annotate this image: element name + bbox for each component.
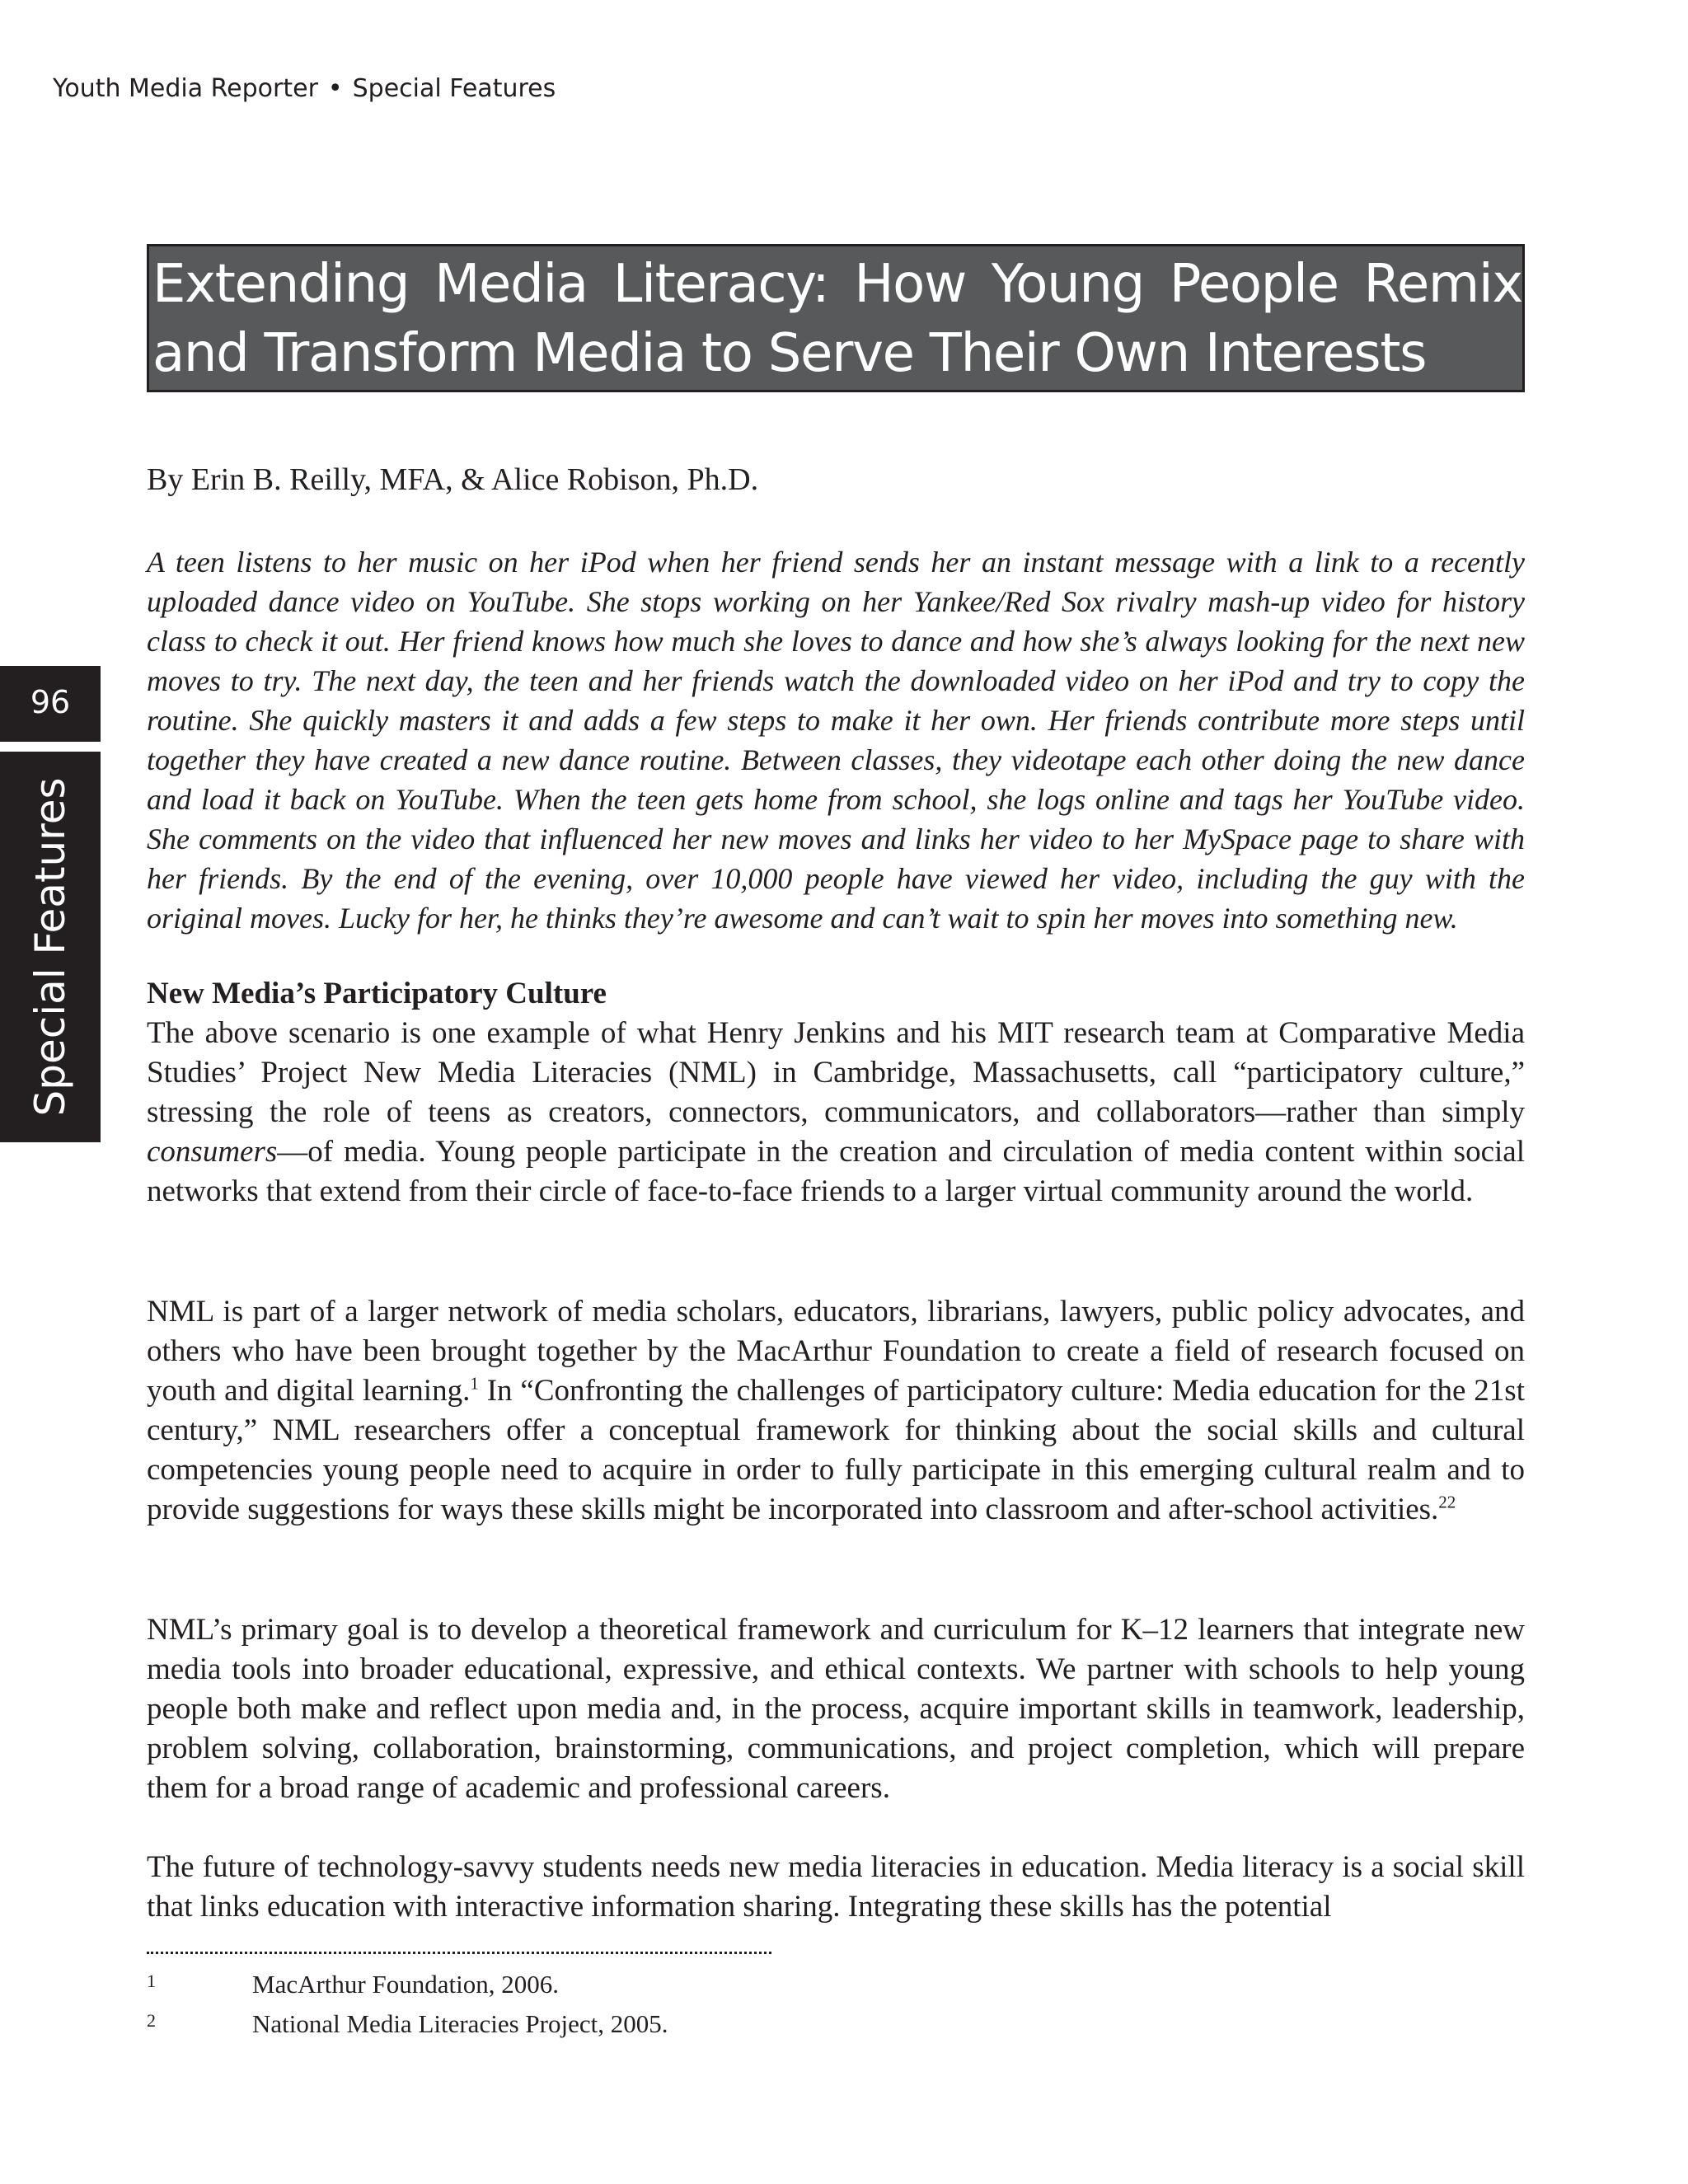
footnote	[147, 2008, 971, 2041]
footnote-number: 2	[147, 2010, 156, 2031]
section-tab-label: Special Features	[26, 777, 74, 1117]
footnote-number: 1	[147, 1971, 156, 1991]
emphasis-text: consumers	[147, 1135, 278, 1169]
body-paragraph-2	[147, 1292, 1525, 1530]
running-head	[53, 74, 556, 103]
body-paragraph-1	[147, 1014, 1525, 1212]
section-tab	[0, 752, 101, 1142]
paragraph-text: —of media. Young people participate in the creation and circulation of media content within social networks that extend from their circle of face-to-face friends to a larger virtual community around the world.	[147, 1135, 1525, 1208]
page-number-tab	[0, 666, 101, 742]
section-heading: New Media’s Participatory Culture	[147, 977, 607, 1010]
publication-name: Youth Media Reporter	[53, 74, 318, 103]
body-paragraph-3: NML’s primary goal is to develop a theoretical framework and curriculum for K–12 learners that integrate new media tools into broader educational, expressive, and ethical contexts. We partner with schools to help young people both make and reflect upon media and, in the process, acquire important skills in teamwork, leadership, problem solving, collaboration, brainstorming, communications, and project completion, which will prepare them for a broad range of academic and professional careers.	[147, 1613, 1525, 1805]
footnote-ref: 1	[470, 1373, 479, 1394]
page-number: 96	[30, 684, 71, 720]
body-paragraph-4: The future of technology-savvy students needs new media literacies in education. Media literacy is a social skill that links education with interactive information sharing. Integrating these skills has the potential	[147, 1850, 1525, 1924]
bullet-separator: •	[327, 74, 343, 103]
footnote-text: MacArthur Foundation, 2006.	[252, 1970, 559, 1999]
paragraph-text: The above scenario is one example of what Henry Jenkins and his MIT research team at Comparative Media Studies’ Project New Media Literacies (NML) in Cambridge, Massachusetts, call “participatory culture,” stressing the role of teens as creators, connectors, communicators, and collaborators—rather than simply	[147, 1016, 1525, 1129]
footnote	[147, 1968, 971, 2001]
byline: By Erin B. Reilly, MFA, & Alice Robison, Ph.D.	[147, 462, 759, 497]
paragraph-text: NML is part of a larger network of media scholars, educators, librarians, lawyers, public policy advocates, and others who have been brought together by the MacArthur Foundation to create a field of research focused on youth and digital learning.	[147, 1295, 1525, 1408]
article-title-box	[147, 244, 1525, 392]
intro-paragraph: A teen listens to her music on her iPod when her friend sends her an instant message with a link to a recently uploaded dance video on YouTube. She stops working on her Yankee/Red Sox rivalry mash-up video for history class to check it out. Her friend knows how much she loves to dance and how she’s always looking for the next new moves to try. The next day, the teen and her friends watch the downloaded video on her iPod and try to copy the routine. She quickly masters it and adds a few steps to make it her own. Her friends contribute more steps until together they have created a new dance routine. Between classes, they videotape each other doing the new dance and load it back on YouTube. When the teen gets home from school, she logs online and tags her YouTube video. She comments on the video that influenced her new moves and links her video to her MySpace page to share with her friends. By the end of the evening, over 10,000 people have viewed her video, including the guy with the original moves. Lucky for her, he thinks they’re awesome and can’t wait to spin her moves into something new.	[147, 546, 1525, 935]
footnote-text: National Media Literacies Project, 2005.	[252, 2009, 668, 2038]
article-title: Extending Media Literacy: How Young People Remix and Transform Media to Serve Their Own Interests	[152, 254, 1522, 384]
paragraph-text: In “Confronting the challenges of participatory culture: Media education for the 21st century,” NML researchers offer a conceptual framework for thinking about the social skills and cultural competencies young people need to acquire in order to fully participate in this emerging cultural realm and to provide suggestions for ways these skills might be incorporated into classroom and after-school activities.	[147, 1374, 1525, 1526]
footnote-divider	[147, 1952, 771, 1954]
footnote-ref: 22	[1438, 1492, 1456, 1512]
running-head-section: Special Features	[352, 74, 556, 103]
